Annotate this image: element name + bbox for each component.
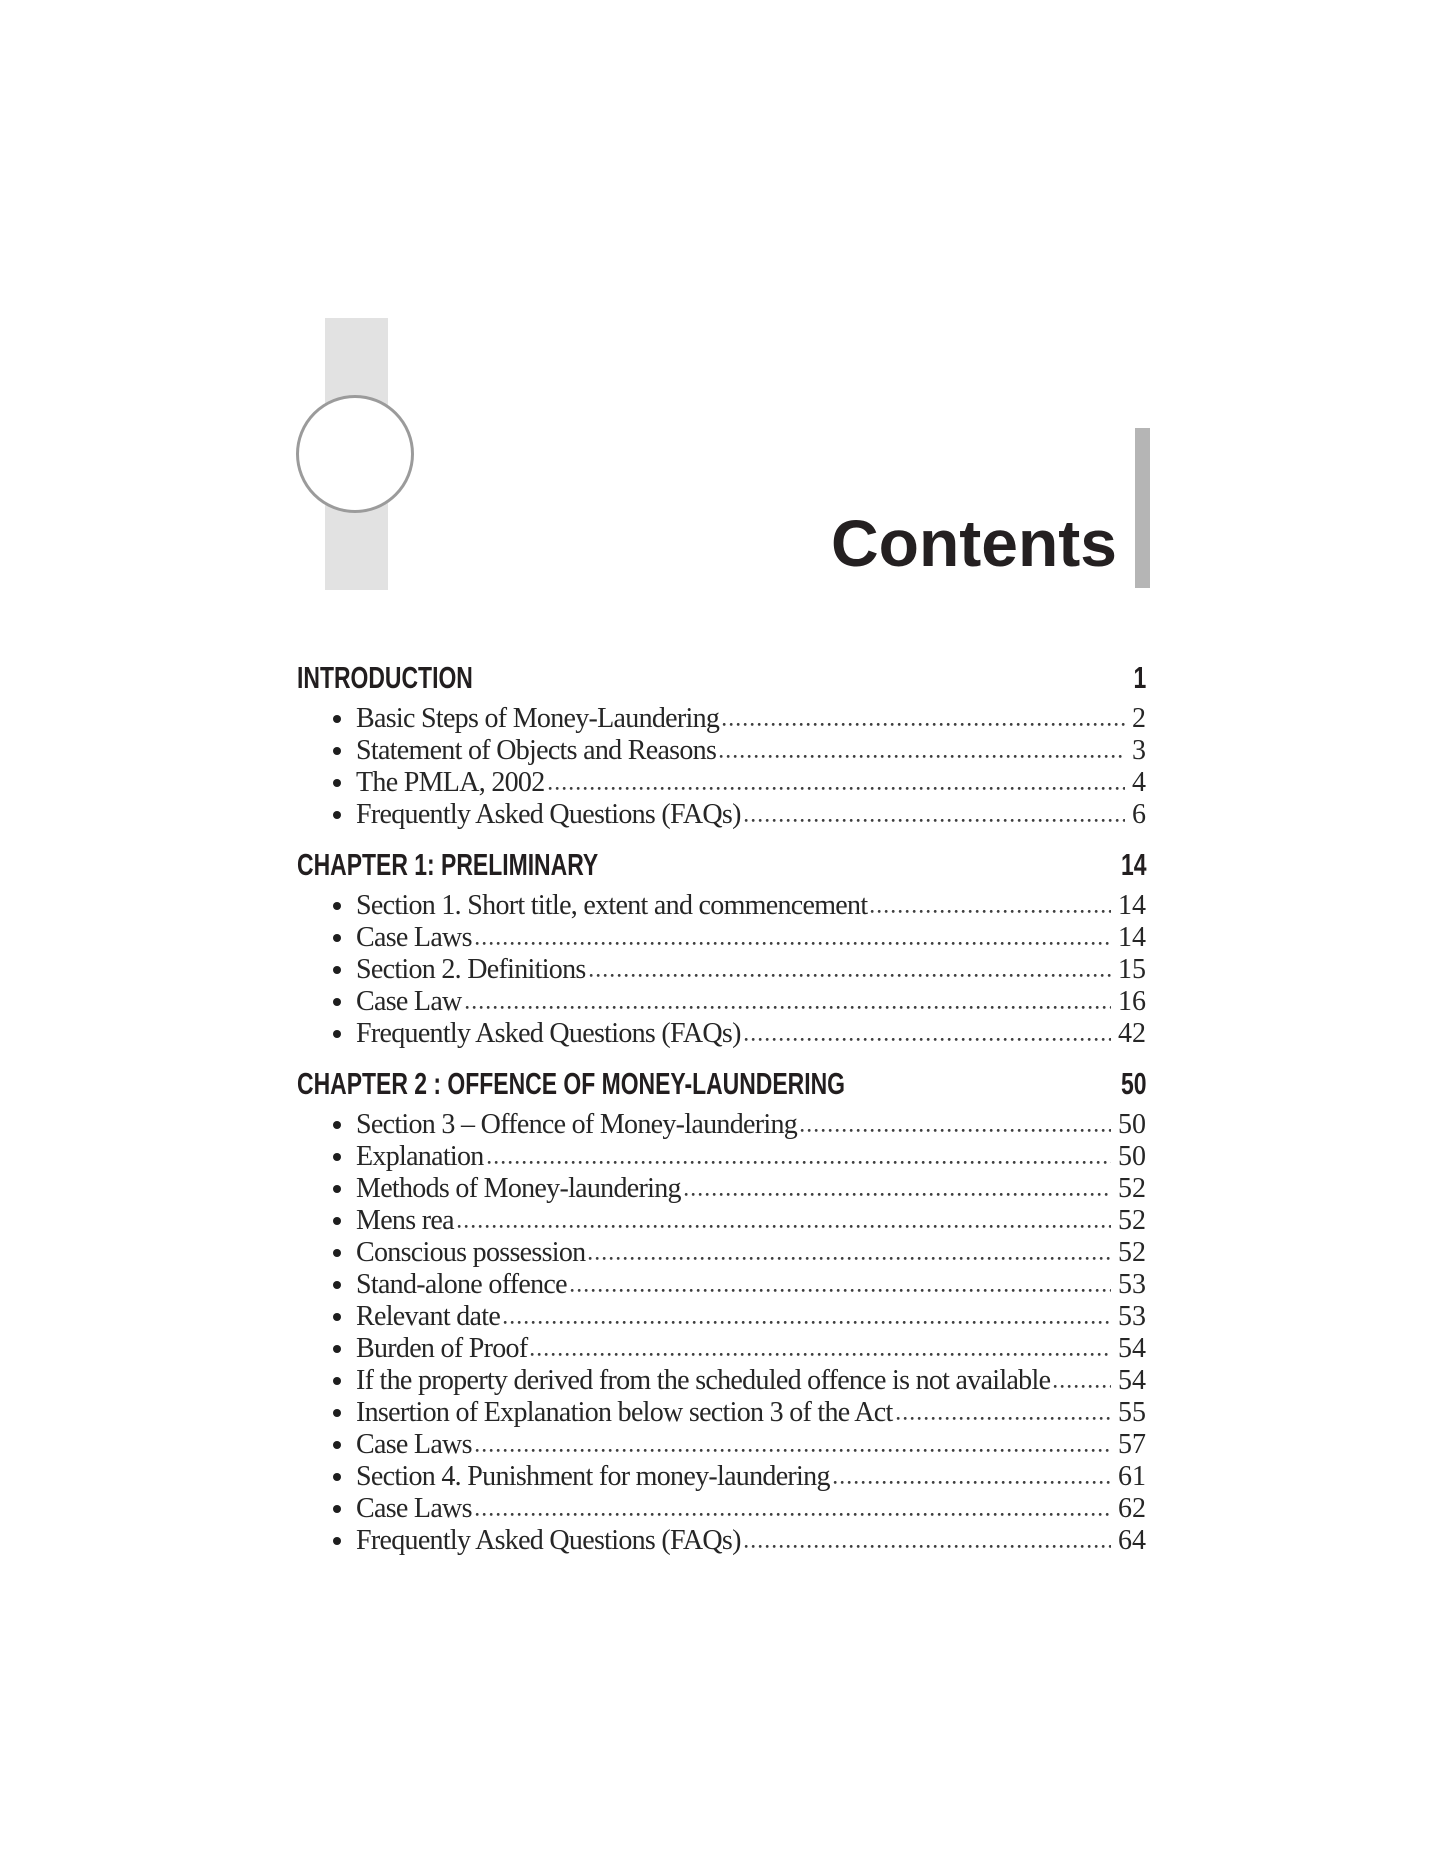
toc-item-row — [297, 1301, 1146, 1333]
dot-leader — [1053, 1384, 1111, 1389]
dot-leader — [870, 909, 1111, 914]
item-label: Case Laws — [356, 922, 472, 953]
item-page-number: 3 — [1132, 735, 1146, 766]
bullet-icon — [333, 1313, 341, 1321]
dot-leader — [475, 1512, 1111, 1517]
bullet-icon — [333, 1473, 341, 1481]
section-heading-label: CHAPTER 1: PRELIMINARY — [297, 847, 599, 882]
dot-leader — [503, 1320, 1111, 1325]
item-label: Conscious possession — [356, 1237, 586, 1268]
bullet-icon — [333, 1537, 341, 1545]
item-label: Frequently Asked Questions (FAQs) — [356, 1018, 741, 1049]
dot-leader — [833, 1480, 1111, 1485]
dot-leader — [530, 1352, 1111, 1357]
toc-item-row — [297, 954, 1146, 986]
item-page-number: 64 — [1118, 1525, 1146, 1556]
item-label: Section 1. Short title, extent and commencement — [356, 890, 868, 921]
item-page-number: 52 — [1118, 1205, 1146, 1236]
toc-item-row — [297, 1109, 1146, 1141]
bullet-icon — [333, 1121, 341, 1129]
item-label: Case Law — [356, 986, 462, 1017]
bullet-icon — [333, 1185, 341, 1193]
toc-item-row — [297, 1461, 1146, 1493]
item-label: Case Laws — [356, 1429, 472, 1460]
dot-leader — [684, 1192, 1111, 1197]
section-items — [297, 890, 1146, 1050]
item-label: Section 2. Definitions — [356, 954, 586, 985]
bullet-icon — [333, 1441, 341, 1449]
dot-leader — [719, 754, 1125, 759]
item-label: Methods of Money-laundering — [356, 1173, 681, 1204]
dot-leader — [744, 1544, 1111, 1549]
dot-leader — [475, 1448, 1111, 1453]
toc-item-row — [297, 1525, 1146, 1557]
item-page-number: 53 — [1118, 1269, 1146, 1300]
bullet-icon — [333, 1505, 341, 1513]
item-page-number: 52 — [1118, 1173, 1146, 1204]
section-heading-row — [297, 1066, 1146, 1102]
toc-list — [297, 660, 1146, 1557]
item-label: Stand-alone offence — [356, 1269, 567, 1300]
section-heading-row — [297, 660, 1146, 696]
toc-item-row — [297, 1141, 1146, 1173]
item-page-number: 14 — [1118, 890, 1146, 921]
section-items — [297, 703, 1146, 831]
item-label: Explanation — [356, 1141, 484, 1172]
item-label: Insertion of Explanation below section 3 of the Act — [356, 1397, 893, 1428]
toc-item-row — [297, 1173, 1146, 1205]
toc-section — [297, 660, 1146, 831]
item-page-number: 15 — [1118, 954, 1146, 985]
item-page-number: 50 — [1118, 1109, 1146, 1140]
bullet-icon — [333, 934, 341, 942]
bullet-icon — [333, 715, 341, 723]
toc-section — [297, 847, 1146, 1050]
item-label: If the property derived from the scheduled offence is not available — [356, 1365, 1051, 1396]
section-page-number: 1 — [1133, 660, 1146, 695]
toc-item-row — [297, 890, 1146, 922]
item-page-number: 50 — [1118, 1141, 1146, 1172]
bullet-icon — [333, 811, 341, 819]
item-page-number: 62 — [1118, 1493, 1146, 1524]
toc-item-row — [297, 1269, 1146, 1301]
item-label: Frequently Asked Questions (FAQs) — [356, 799, 741, 830]
item-page-number: 16 — [1118, 986, 1146, 1017]
item-label: Burden of Proof — [356, 1333, 528, 1364]
item-page-number: 53 — [1118, 1301, 1146, 1332]
item-page-number: 2 — [1132, 703, 1146, 734]
bullet-icon — [333, 1249, 341, 1257]
dot-leader — [896, 1416, 1111, 1421]
section-heading-label: INTRODUCTION — [297, 660, 473, 695]
section-heading-row — [297, 847, 1146, 883]
toc-item-row — [297, 703, 1146, 735]
item-page-number: 61 — [1118, 1461, 1146, 1492]
toc-item-row — [297, 1493, 1146, 1525]
dot-leader — [465, 1005, 1111, 1010]
item-label: Frequently Asked Questions (FAQs) — [356, 1525, 741, 1556]
toc-item-row — [297, 1018, 1146, 1050]
dot-leader — [800, 1128, 1111, 1133]
section-page-number: 50 — [1120, 1066, 1146, 1101]
toc-item-row — [297, 986, 1146, 1018]
section-items — [297, 1109, 1146, 1557]
toc-item-row — [297, 799, 1146, 831]
item-page-number: 6 — [1132, 799, 1146, 830]
item-page-number: 42 — [1118, 1018, 1146, 1049]
item-page-number: 54 — [1118, 1365, 1146, 1396]
item-page-number: 14 — [1118, 922, 1146, 953]
bullet-icon — [333, 1217, 341, 1225]
toc-item-row — [297, 1205, 1146, 1237]
bullet-icon — [333, 902, 341, 910]
bullet-icon — [333, 1281, 341, 1289]
page-title: Contents — [831, 506, 1117, 580]
item-label: Section 3 – Offence of Money-laundering — [356, 1109, 798, 1140]
item-label: Basic Steps of Money-Laundering — [356, 703, 720, 734]
toc-item-row — [297, 1333, 1146, 1365]
dot-leader — [475, 941, 1111, 946]
item-label: Case Laws — [356, 1493, 472, 1524]
item-page-number: 54 — [1118, 1333, 1146, 1364]
toc-item-row — [297, 767, 1146, 799]
dot-leader — [457, 1224, 1111, 1229]
bullet-icon — [333, 1345, 341, 1353]
item-label: The PMLA, 2002 — [356, 767, 545, 798]
dot-leader — [588, 1256, 1111, 1261]
item-label: Section 4. Punishment for money-laundering — [356, 1461, 830, 1492]
toc-item-row — [297, 735, 1146, 767]
section-heading-label: CHAPTER 2 : OFFENCE OF MONEY-LAUNDERING — [297, 1066, 846, 1101]
title-accent-bar — [1135, 428, 1150, 588]
dot-leader — [589, 973, 1111, 978]
bullet-icon — [333, 1409, 341, 1417]
item-page-number: 55 — [1118, 1397, 1146, 1428]
item-page-number: 57 — [1118, 1429, 1146, 1460]
toc-item-row — [297, 1365, 1146, 1397]
bullet-icon — [333, 998, 341, 1006]
toc-item-row — [297, 1397, 1146, 1429]
toc-item-row — [297, 1429, 1146, 1461]
toc-item-row — [297, 1237, 1146, 1269]
bullet-icon — [333, 1377, 341, 1385]
dot-leader — [548, 786, 1125, 791]
item-label: Relevant date — [356, 1301, 501, 1332]
dot-leader — [570, 1288, 1111, 1293]
bullet-icon — [333, 1153, 341, 1161]
bullet-icon — [333, 779, 341, 787]
toc-section — [297, 1066, 1146, 1557]
item-label: Mens rea — [356, 1205, 454, 1236]
dot-leader — [722, 722, 1125, 727]
decorative-circle — [296, 395, 414, 513]
dot-leader — [744, 818, 1125, 823]
bullet-icon — [333, 966, 341, 974]
item-label: Statement of Objects and Reasons — [356, 735, 717, 766]
bullet-icon — [333, 1030, 341, 1038]
bullet-icon — [333, 747, 341, 755]
dot-leader — [487, 1160, 1111, 1165]
item-page-number: 4 — [1132, 767, 1146, 798]
toc-item-row — [297, 922, 1146, 954]
item-page-number: 52 — [1118, 1237, 1146, 1268]
section-page-number: 14 — [1120, 847, 1146, 882]
dot-leader — [744, 1037, 1111, 1042]
